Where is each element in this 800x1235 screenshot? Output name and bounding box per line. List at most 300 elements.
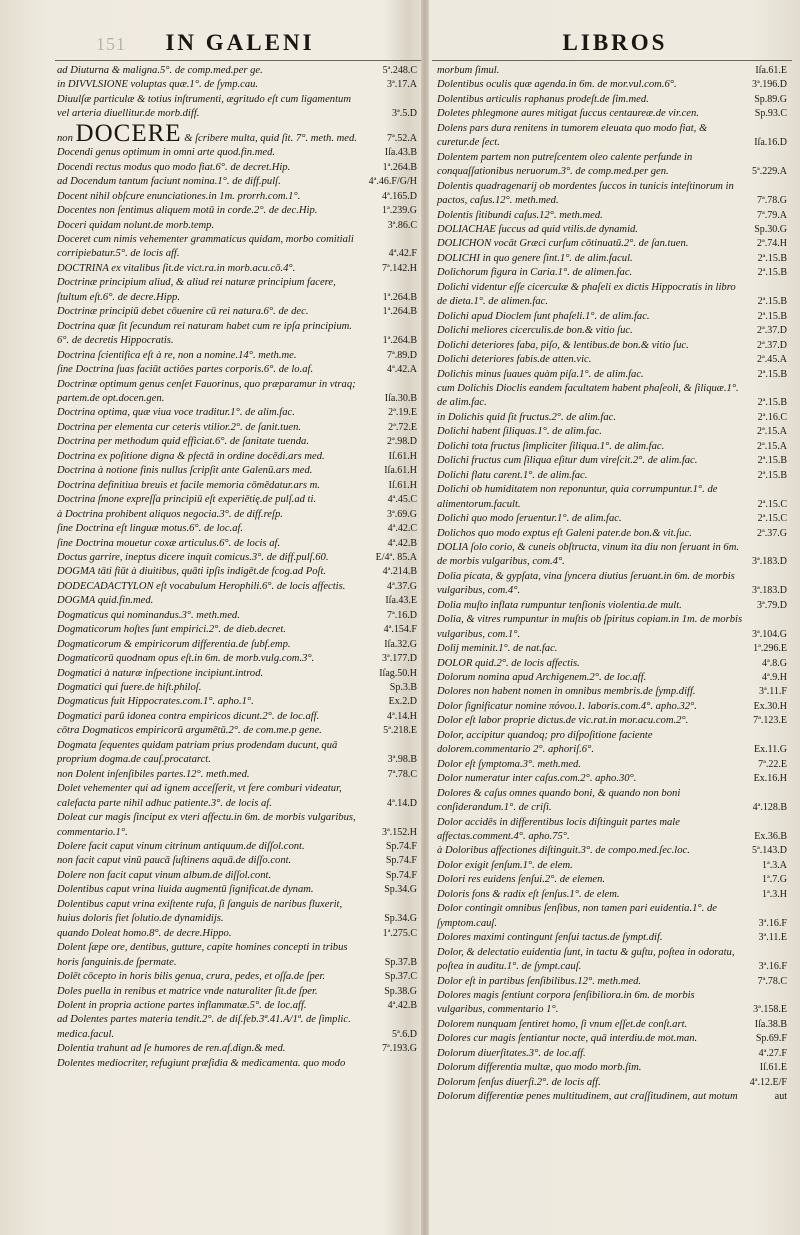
index-entry	[57, 204, 419, 218]
entry-reference: 2ª.37.G	[757, 527, 787, 539]
entry-text: Dolorum ſenſus diuerſi.2°. de locis aff.	[437, 1076, 601, 1088]
entry-reference: 3ª.177.D	[382, 653, 417, 665]
entry-reference: 1ª.3.A	[762, 859, 787, 871]
index-entry	[57, 450, 419, 464]
index-entry	[437, 440, 789, 454]
entry-reference: 4ª.14.H	[387, 710, 417, 722]
entry-reference: 3ª.152.H	[382, 826, 417, 838]
entry-text: in DIVVLSIONE voluptas quæ.1°. de ſymp.cau.	[57, 79, 259, 91]
index-entry	[437, 122, 789, 151]
index-entry	[437, 714, 789, 728]
index-entry	[57, 190, 419, 204]
entry-text: DOLIA ſolo corio, & cuneis obſtructa, vinum ita diu non ſeruant in 6m. de morbis vulgaribus, com.4°.	[437, 541, 740, 568]
entry-reference: Iſ.61.H	[388, 479, 417, 491]
entry-text: Doleat cur magis ſinciput ex vteri affectu.in 6m. de morbis vulgaribus, commentario.1°.	[57, 812, 356, 838]
index-entry	[437, 469, 789, 483]
index-entry	[437, 1090, 789, 1104]
entry-text: Doctrinæ principiū debet cōuenire cū rei natura.6°. de dec.	[57, 306, 309, 318]
entry-reference: 2ª.15.B	[757, 267, 787, 279]
entry-reference: Sp.69.F	[755, 1033, 787, 1045]
entry-reference: 3ª.183.D	[752, 585, 787, 597]
header-rule-right	[432, 60, 792, 61]
entry-text: Dolichi tota fructus ſimpliciter ſiliqua.1°. de alim.fac.	[437, 440, 665, 452]
index-entry	[57, 262, 419, 276]
entry-text: Dolentibus articulis raphanus prodeſt.de ſim.med.	[437, 93, 649, 105]
entry-text: Dogmaticorum hoſtes ſunt empirici.2°. de dieb.decret.	[57, 624, 286, 636]
entry-reference: 4ª.12.E/F	[749, 1076, 787, 1088]
entry-reference: Iſ.61.E	[759, 1062, 787, 1074]
entry-reference: 2ª.37.D	[757, 325, 787, 337]
entry-text: Dolorum nomina apud Archigenem.2°. de loc.aff.	[437, 672, 647, 684]
entry-text: DOGMA tāti fiūt à diuitibus, quāti ipſis indigēt.de fcog.ad Poſt.	[57, 566, 327, 578]
entry-text: Dolia, & vitres rumpuntur in muſtis ob ſpiritus copiam.in 1m. de morbis vulgaribus, com.1°.	[437, 614, 743, 640]
entry-reference: 7ª.78.C	[757, 975, 787, 987]
entry-reference: 3ª.196.D	[752, 79, 787, 91]
entry-text: Dolores maximi contingunt ſenſui tactus.de ſympt.dif.	[437, 932, 663, 944]
entry-text: Dolichis minus ſuaues quàm piſa.1°. de alim.fac.	[437, 368, 644, 380]
entry-text: Dolichi apud Dioclem ſunt phaſeli.1°. de alim.fac.	[437, 310, 650, 322]
entry-text: & ſcribere multa, quid ſit. 7°. meth. med.	[184, 132, 357, 144]
index-entry	[57, 695, 419, 709]
index-entry	[437, 844, 789, 858]
entry-text: DOLIACHAE ſuccus ad quid vtilis.de dynamid.	[437, 223, 638, 235]
entry-reference: 7ª.52.A	[387, 132, 417, 144]
entry-text: Diuulſæ particulæ & totius inſtrumenti, ægritudo eſt cum ligamentum vel arteria diuellitur.de morb.diff.	[57, 93, 351, 120]
entry-text: Dolichi fructus cum ſiliqua eſitur dum vireſcit.2°. de alim.fac.	[437, 455, 698, 467]
entry-text: Dolij meminit.1°. de nat.fac.	[437, 643, 558, 655]
index-entry	[57, 551, 419, 565]
entry-reference: 3ª.11.F	[759, 686, 787, 698]
entry-reference: Ex.30.H	[753, 700, 787, 712]
entry-text: Docentes non ſentimus aliquem motū in corde.2°. de dec.Hip.	[57, 205, 318, 217]
entry-text: Dolentia trahunt ad ſe humores de ren.af.dign.& med.	[57, 1043, 286, 1055]
entry-text: ſine Doctrina ſuas faciūt actiōes partes corporis.6°. de lo.af.	[57, 364, 314, 376]
entry-reference: Iſ.61.H	[388, 450, 417, 462]
index-entry	[57, 175, 419, 189]
entry-reference: 4ª.9.H	[762, 672, 787, 684]
entry-reference: Iſa.43.B	[384, 147, 417, 159]
entry-text: cum Dolichis Dioclis eandem facultatem habent phaſeoli, & ſiliquæ.1°. de alim.fac.	[437, 382, 739, 409]
entry-prefix: non	[57, 132, 73, 144]
index-entry	[57, 537, 419, 551]
entry-reference: 4ª.154.F	[383, 624, 417, 636]
entry-text: Doctrina ſcientifica eſt à re, non a nomine.14°. meth.me.	[57, 349, 297, 361]
entry-text: Dogmatici parū idonea contra empiricos dicunt.2°. de loc.aff.	[57, 710, 320, 722]
entry-reference: 2ª.98.D	[387, 436, 417, 448]
index-entry	[57, 565, 419, 579]
index-entry	[437, 339, 789, 353]
entry-reference: 4ª.128.B	[752, 802, 787, 814]
entry-reference: 3ª.98.B	[387, 754, 417, 766]
entry-text: Dolichos quo modo exptus eſt Galeni pater.de bon.& vit.ſuc.	[437, 527, 692, 539]
index-entry	[437, 873, 789, 887]
index-entry	[437, 700, 789, 714]
index-entry	[57, 782, 419, 811]
entry-text: non facit caput vinū paucā ſuſtinens aquā.de diſſo.cont.	[57, 855, 292, 867]
index-entry	[437, 787, 789, 816]
entry-reference: 2ª.15.B	[757, 310, 787, 322]
index-entry	[437, 642, 789, 656]
entry-reference: 4ª.165.D	[382, 190, 417, 202]
entry-text: Dolentes mediocriter, refugiunt præſidia & medicamenta. quo modo	[57, 1057, 346, 1069]
index-entry	[437, 64, 789, 78]
index-entry	[57, 378, 419, 407]
index-entry	[437, 816, 789, 845]
entry-reference: Sp.3.B	[389, 682, 417, 694]
entry-reference: 1ª.239.G	[382, 205, 417, 217]
index-entry	[437, 541, 789, 570]
entry-reference: 1ª.264.B	[382, 291, 417, 303]
entry-text: Docendi rectus modus quo modo fiat.6°. de decret.Hip.	[57, 161, 291, 173]
entry-text: Doctrina optima, quæ viua voce traditur.1°. de alim.fac.	[57, 407, 295, 419]
entry-text: Dolentis ſitibundi caſus.12°. meth.med.	[437, 209, 603, 221]
entry-reference: 2ª.15.B	[757, 252, 787, 264]
index-entry	[437, 281, 789, 310]
entry-text: à Doctrina prohibent aliquos negocia.3°. de diff.reſp.	[57, 508, 283, 520]
entry-reference: 1ª.264.B	[382, 335, 417, 347]
index-entry	[57, 464, 419, 478]
index-entry	[57, 768, 419, 782]
entry-text: Dolichi deteriores fabis.de atten.vic.	[437, 354, 592, 366]
entry-text: Dolor exigit ſenſum.1°. de elem.	[437, 859, 573, 871]
entry-reference: 3ª.86.C	[387, 219, 417, 231]
entry-reference: 2ª.15.C	[757, 513, 787, 525]
entry-text: Doloris fons & radix eſt ſenſus.1°. de elem.	[437, 888, 620, 900]
index-entry	[57, 681, 419, 695]
entry-reference: 2ª.15.A	[757, 426, 787, 438]
entry-reference: 4ª.8.G	[762, 657, 787, 669]
index-entry	[57, 320, 419, 349]
entry-text: Dolichi habent ſiliquas.1°. de alim.fac.	[437, 426, 602, 438]
entry-text: Dogmaticorū quodnam opus eſt.in 6m. de morb.vulg.com.3°.	[57, 653, 315, 665]
entry-text: Dogmaticus fuit Hippocrates.com.1°. apho.1°.	[57, 696, 254, 708]
index-entry	[57, 941, 419, 970]
entry-text: Dolores cur magis ſentiantur nocte, quā interdiu.de mot.man.	[437, 1033, 698, 1045]
entry-reference: Iſa.61.H	[384, 465, 417, 477]
index-entry	[57, 349, 419, 363]
entry-text: Dolor eſt ſymptoma.3°. meth.med.	[437, 758, 581, 770]
index-entry	[57, 64, 419, 78]
column-gutter	[421, 0, 429, 1235]
entry-reference: 4ª.46.F/G/H	[368, 176, 417, 188]
entry-text: Doceri quidam nolunt.de morb.temp.	[57, 219, 215, 231]
index-entry	[57, 883, 419, 897]
entry-text: ſine Doctrina mouetur coxæ articulus.6°. de locis af.	[57, 537, 281, 549]
index-entry	[437, 454, 789, 468]
index-entry	[437, 888, 789, 902]
index-column-right	[437, 64, 789, 1105]
entry-text: Dolores & caſus omnes quando boni, & quando non boni conſiderandum.1°. de criſi.	[437, 787, 681, 814]
entry-reference: Iſa.61.E	[755, 65, 787, 76]
entry-reference: Iſa.16.D	[754, 137, 787, 149]
entry-text: Doceret cum nimis vehementer grammaticus quidam, morbo comitiali corripiebatur.5°. de locis aff.	[57, 233, 354, 260]
entry-text: Dogmaticorum & empiricorum differentia.de ſubf.emp.	[57, 638, 291, 650]
entry-reference: 1ª.264.B	[382, 161, 417, 173]
entry-text: Dolere non facit caput vinum album.de diſſol.cont.	[57, 869, 272, 881]
index-entry	[57, 623, 419, 637]
index-entry	[437, 180, 789, 209]
entry-reference: Sp.34.G	[384, 913, 417, 925]
index-entry	[437, 78, 789, 92]
index-entry	[57, 363, 419, 377]
index-entry	[437, 975, 789, 989]
entry-text: Doctrina à notione finis nullus ſcripſit ante Galenū.ars med.	[57, 465, 313, 477]
entry-text: Dolent ſæpe ore, dentibus, gutture, capite homines concepti in tribus horis ſanguinis.de ſpermate.	[57, 942, 348, 968]
entry-text: non Dolent inſenſibiles partes.12°. meth.med.	[57, 768, 250, 780]
entry-text: Dogmatici qui fuere.de hiſt.philoſ.	[57, 682, 202, 694]
index-entry	[437, 1061, 789, 1075]
entry-text: Dolentem partem non putreſcentem oleo calente perfunde in conquaſſationibus neruorum.3°. de comp.med.per gen.	[437, 151, 693, 178]
entry-reference: 2ª.16.C	[757, 411, 787, 423]
index-entry	[437, 368, 789, 382]
index-entry	[57, 638, 419, 652]
index-entry	[57, 119, 419, 147]
entry-reference: 7ª.16.D	[387, 609, 417, 621]
index-entry	[437, 1032, 789, 1046]
entry-text: Doctrina per methodum quid efficiat.6°. de ſanitate tuenda.	[57, 436, 309, 448]
index-entry	[437, 382, 789, 411]
entry-reference: 3ª.79.D	[757, 599, 787, 611]
entry-reference: E/4ª. 85.A	[375, 551, 417, 563]
index-entry	[57, 1042, 419, 1056]
entry-text: Dolor accidēs in differentibus locis diſtinguit partes male affectas.comment.4°. apho.75°.	[437, 816, 680, 843]
entry-reference: 2ª.37.D	[757, 339, 787, 351]
index-entry	[437, 266, 789, 280]
entry-reference: 2ª.15.B	[757, 397, 787, 409]
entry-reference: 2ª.19.E	[388, 407, 417, 419]
entry-text: Dolor ſignificatur nomine πόνου.1. laboris.com.4°. apho.32°.	[437, 700, 697, 712]
entry-text: Dogmata ſequentes quidam patriam prius prodendam ducunt, quā proprium dogma.de cauſ.procatarct.	[57, 739, 338, 766]
entry-text: Doctrina ex poſitione digna & pfectā in ordine docēdi.ars med.	[57, 450, 325, 462]
entry-text: Dolichi quo modo ſeruentur.1°. de alim.fac.	[437, 513, 622, 525]
entry-reference: 3ª.158.E	[753, 1004, 787, 1016]
index-entry	[437, 758, 789, 772]
entry-text: Dolorem nunquam ſentiret homo, ſi vnum eſſet.de conſt.art.	[437, 1018, 688, 1030]
entry-text: Dolor contingit omnibus ſenſibus, non tamen pari euidentia.1°. de ſymptom.cauſ.	[437, 903, 717, 929]
index-column-left	[57, 64, 419, 1071]
entry-text: Dolēt cōcepto in horis bilis genua, crura, pedes, et oſſa.de ſper.	[57, 971, 326, 983]
entry-reference: 7ª.142.H	[382, 262, 417, 274]
index-entry	[437, 353, 789, 367]
entry-reference: 4ª.42.F	[388, 248, 417, 260]
entry-text: Dolor eſt in partibus ſenſibilibus.12°. meth.med.	[437, 975, 642, 987]
entry-reference: 5ª.248.C	[382, 65, 417, 76]
entry-text: Dolia picata, & gypſata, vina ſyncera diutius ſeruant.in 6m. de morbis vulgaribus, com.4°.	[437, 570, 735, 597]
index-entry	[57, 580, 419, 594]
running-head-left: IN GALENI	[165, 30, 315, 55]
entry-text: Dogmatici à naturæ inſpectione incipiunt.introd.	[57, 667, 264, 679]
entry-text: Doctus garrire, ineptus dicere inquit comicus.3°. de diff.pulſ.60.	[57, 551, 329, 563]
index-entry	[57, 927, 419, 941]
entry-reference: Sp.37.C	[384, 971, 417, 983]
entry-text: Doctrina per elementa cur ceteris vtilior.2°. de ſanit.tuen.	[57, 421, 302, 433]
entry-reference: Sp.38.G	[384, 985, 417, 997]
entry-reference: 4ª.42.A	[387, 364, 417, 376]
running-head-right: LIBROS	[562, 30, 668, 55]
entry-reference: Sp.74.F	[385, 855, 417, 867]
index-entry	[437, 237, 789, 251]
entry-reference: Sp.74.F	[385, 869, 417, 881]
index-entry	[437, 1076, 789, 1090]
entry-reference: 2ª.15.C	[757, 498, 787, 510]
index-entry	[437, 483, 789, 512]
index-entry	[57, 435, 419, 449]
entry-text: Dolentibus caput vrina liuida augmentū ſignificat.de dynam.	[57, 884, 314, 896]
index-entry	[57, 508, 419, 522]
index-entry	[437, 512, 789, 526]
entry-text: in Dolichis quid ſit fructus.2°. de alim.fac.	[437, 411, 617, 423]
index-entry	[437, 1018, 789, 1032]
entry-reference: 3ª.16.F	[758, 961, 787, 973]
index-entry	[57, 493, 419, 507]
index-entry	[57, 840, 419, 854]
index-entry	[437, 657, 789, 671]
entry-reference: 5ª.218.E	[383, 725, 417, 737]
entry-text: DOLOR quid.2°. de locis affectis.	[437, 657, 580, 669]
entry-text: DOLICHON vocāt Græci curſum cōtinuatū.2°. de ſan.tuen.	[437, 238, 689, 250]
entry-text: ad Diuturna & maligna.5°. de comp.med.per ge.	[57, 65, 263, 76]
entry-reference: 1ª.7.G	[762, 874, 787, 886]
entry-text: Dolorum differentiæ penes multitudinem, aut craſſitudinem, aut motum	[437, 1091, 738, 1103]
entry-reference: Ex.16.H	[753, 773, 787, 785]
index-entry	[437, 902, 789, 931]
entry-reference: Sp.89.G	[754, 93, 787, 105]
entry-reference: Iſa.38.B	[754, 1018, 787, 1030]
entry-text: Dolorum diuerſitates.3°. de loc.aff.	[437, 1047, 586, 1059]
entry-text: ad Docendum tantum faciunt nomina.1°. de diff.pulſ.	[57, 176, 281, 188]
entry-text: Dolores non habent nomen in omnibus membris.de ſymp.diff.	[437, 686, 696, 698]
entry-text: Dolentibus oculis quæ agenda.in 6m. de mor.vul.com.6°.	[437, 79, 677, 91]
entry-reference: 3ª.5.D	[392, 108, 417, 120]
entry-reference: 4ª.45.C	[387, 494, 417, 506]
entry-reference: Ex.36.B	[754, 831, 787, 843]
entry-reference: 1ª.275.C	[382, 927, 417, 939]
entry-text: Dolorum differentia multæ, quo modo morb.ſim.	[437, 1062, 642, 1074]
index-entry	[57, 406, 419, 420]
index-entry	[57, 93, 419, 122]
index-entry	[57, 609, 419, 623]
entry-reference: 5ª.6.D	[392, 1028, 417, 1040]
entry-text: Dolentibus caput vrina exiſtente rufa, ſi ſanguis de naribus fluxerit, huius doloris fiet ſolutio.de dynamidijs.	[57, 898, 343, 925]
index-entry	[437, 946, 789, 975]
index-entry	[57, 522, 419, 536]
entry-text: à Doloribus affectiones diſtinguit.3°. de compo.med.ſec.loc.	[437, 845, 690, 857]
index-entry	[57, 594, 419, 608]
index-entry	[57, 421, 419, 435]
index-entry	[437, 209, 789, 223]
entry-text: ſine Doctrina eſt linguæ motus.6°. de loc.af.	[57, 523, 244, 535]
entry-reference: 7ª.123.E	[753, 715, 787, 727]
index-entry	[437, 599, 789, 613]
index-entry	[437, 411, 789, 425]
index-entry	[57, 869, 419, 883]
headword-large: DOCERE	[75, 119, 182, 147]
index-entry	[57, 1057, 419, 1071]
index-entry	[437, 93, 789, 107]
entry-text: Dolia muſto inflata rumpuntur tenſionis violentia.de mult.	[437, 599, 682, 611]
entry-reference: 5ª.229.A	[752, 166, 787, 178]
entry-text: Doles puella in renibus et matrice vnde naturaliter ſit.de ſper.	[57, 985, 318, 997]
entry-reference: Iſa.30.B	[384, 392, 417, 404]
entry-text: Dolens pars dura renitens in tumorem eleuata quo modo fiat, & curetur.de ſect.	[437, 122, 708, 149]
entry-text: Docendi genus optimum in omni arte quod.fin.med.	[57, 147, 276, 159]
entry-text: Docent nihil obſcure enunciationes.in 1m. prorrh.com.1°.	[57, 190, 301, 202]
entry-reference: Sp.30.G	[754, 223, 787, 235]
index-entry	[57, 724, 419, 738]
entry-reference: 1ª.264.B	[382, 306, 417, 318]
entry-text: Dolere facit caput vinum citrinum antiquum.de diſſol.cont.	[57, 841, 305, 853]
entry-text: Dolentis quadragenarij ob mordentes ſuccos in tunicis inteſtinorum in pactos, caſus.12°. meth.med.	[437, 180, 734, 207]
index-entry	[437, 772, 789, 786]
entry-text: Dolores magis ſentiunt corpora ſenſibiliora.in 6m. de morbis vulgaribus, commentario 1°.	[437, 990, 695, 1016]
entry-text: Dogmaticus qui nominandus.3°. meth.med.	[57, 609, 240, 621]
index-entry	[57, 219, 419, 233]
entry-reference: Iſa.32.G	[384, 638, 417, 650]
index-entry	[57, 739, 419, 768]
entry-text: Doctrina ſmone expreſſa principiū eſt experiētię.de pulſ.ad ti.	[57, 494, 317, 506]
index-entry	[57, 1013, 419, 1042]
entry-reference: 7ª.78.C	[387, 768, 417, 780]
entry-text: Dolor, accipitur quandoq; pro diſpoſitione faciente dolorem.commentario 2°. aphoriſ.6°.	[437, 729, 653, 756]
entry-reference: Ex.11.G	[754, 744, 787, 756]
entry-reference: 7ª.79.A	[757, 209, 787, 221]
entry-reference: 1ª.296.E	[753, 643, 787, 655]
entry-reference: Iſa.43.E	[385, 595, 417, 607]
entry-reference: 3ª.69.G	[387, 508, 417, 520]
entry-reference: 7ª.22.E	[758, 758, 787, 770]
entry-reference: 2ª.15.B	[757, 368, 787, 380]
entry-reference: 2ª.74.H	[757, 238, 787, 250]
entry-reference: Sp.74.F	[385, 841, 417, 853]
entry-text: Dolichi ob humiditatem non reponuntur, quia corrumpuntur.1°. de alimentorum.facult.	[437, 484, 718, 510]
entry-text: DOGMA quid.fin.med.	[57, 595, 154, 607]
entry-text: Dolichi meliores cicerculis.de bon.& vitio ſuc.	[437, 325, 633, 337]
entry-reference: 2ª.72.E	[388, 421, 417, 433]
entry-text: DOLICHI in quo genere ſint.1°. de alim.facul.	[437, 252, 633, 264]
index-entry	[57, 305, 419, 319]
entry-reference: 3ª.17.A	[387, 79, 417, 91]
entry-reference: 4ª.37.G	[387, 580, 417, 592]
entry-reference: 5ª.143.D	[752, 845, 787, 857]
entry-reference: 2ª.15.B	[757, 455, 787, 467]
index-entry	[57, 78, 419, 92]
entry-reference: 4ª.42.C	[387, 523, 417, 535]
entry-reference: 4ª.214.B	[382, 566, 417, 578]
entry-reference: 2ª.15.A	[757, 440, 787, 452]
entry-reference: 2ª.15.B	[757, 469, 787, 481]
entry-text: Doletes phlegmone aures mitigat ſuccus centaureæ.de vir.cen.	[437, 108, 699, 120]
entry-reference: 3ª.104.G	[752, 628, 787, 640]
entry-text: DOCTRINA ex vitalibus ſit.de vict.ra.in morb.acu.cō.4°.	[57, 262, 296, 274]
index-entry	[437, 931, 789, 945]
entry-text: morbum ſimul.	[437, 65, 500, 76]
entry-text: Dolor, & delectatio euidentia ſunt, in tactu & guſtu, poſtea in odoratu, poſtea in auditu.1°. de ſympt.cauſ.	[437, 946, 735, 973]
entry-reference: Ex.2.D	[388, 696, 417, 708]
entry-text: DODECADACTYLON eſt vocabulum Herophili.6°. de locis affectis.	[57, 580, 346, 592]
index-entry	[437, 223, 789, 237]
entry-reference: 7ª.193.G	[382, 1043, 417, 1055]
index-entry	[57, 276, 419, 305]
entry-text: Doctrina quæ ſit ſecundum rei naturam habet cum re ipſa principium. 6°. de decretis Hippocratis.	[57, 320, 352, 347]
index-entry	[437, 527, 789, 541]
index-entry	[57, 811, 419, 840]
index-entry	[437, 613, 789, 642]
entry-text: ad Dolentes partes materia tendit.2°. de diſ.feb.3ª.41.A/1ª. de ſimplic. medica.facul.	[57, 1014, 351, 1040]
entry-text: Dolichi deteriores faba, piſo, & lentibus.de bon.& vitio ſuc.	[437, 339, 689, 351]
index-entry	[57, 146, 419, 160]
entry-reference: Sp.37.B	[384, 956, 417, 968]
entry-text: quando Doleat homo.8°. de decre.Hippo.	[57, 927, 232, 939]
